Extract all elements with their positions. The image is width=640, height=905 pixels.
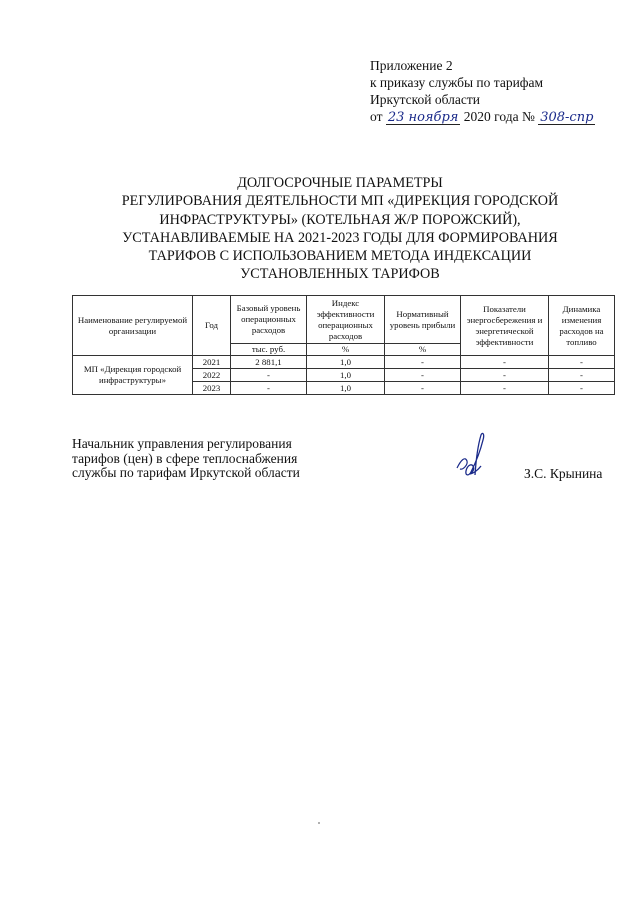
signatory-line: тарифов (цен) в сфере теплоснабжения <box>72 450 298 466</box>
cell-base-opex: 2 881,1 <box>231 356 307 369</box>
header-efficiency-index: Индекс эффективности операционных расходов <box>307 296 385 344</box>
cell-profit-level: - <box>385 356 461 369</box>
title-line: РЕГУЛИРОВАНИЯ ДЕЯТЕЛЬНОСТИ МП «ДИРЕКЦИЯ ГОРОДСКОЙ <box>121 193 559 210</box>
cell-year: 2022 <box>193 369 231 382</box>
title-line: ТАРИФОВ С ИСПОЛЬЗОВАНИЕМ МЕТОДА ИНДЕКСАЦИИ <box>148 248 532 265</box>
signatory-name: З.С. Крынина <box>524 466 603 481</box>
handwritten-signature <box>445 430 505 490</box>
annex-date-line <box>370 108 595 125</box>
unit-base-opex: тыс. руб. <box>231 344 307 356</box>
document-title <box>100 174 580 284</box>
annex-title: Приложение 2 <box>370 58 453 73</box>
title-line: УСТАНОВЛЕННЫХ ТАРИФОВ <box>240 266 440 283</box>
cell-energy-indicators: - <box>461 369 549 382</box>
handwritten-order-number: 308-спр <box>540 110 594 125</box>
date-prefix: от <box>370 109 383 124</box>
cell-profit-level: - <box>385 382 461 395</box>
cell-profit-level: - <box>385 369 461 382</box>
cell-year: 2023 <box>193 382 231 395</box>
annex-block <box>370 57 595 125</box>
cell-fuel-dynamics: - <box>549 356 615 369</box>
signatory-line: Начальник управления регулирования <box>72 436 292 451</box>
header-fuel-dynamics: Динамика изменения расходов на топливо <box>549 296 615 356</box>
cell-fuel-dynamics: - <box>549 382 615 395</box>
scan-artifact <box>318 822 320 824</box>
cell-energy-indicators: - <box>461 382 549 395</box>
cell-efficiency-index: 1,0 <box>307 356 385 369</box>
title-line: ИНФРАСТРУКТУРЫ» (КОТЕЛЬНАЯ Ж/Р ПОРОЖСКИЙ), <box>159 211 521 228</box>
header-base-opex: Базовый уровень операционных расходов <box>231 296 307 344</box>
parameters-table <box>72 295 615 395</box>
header-year: Год <box>193 296 231 356</box>
handwritten-date: 23 ноября <box>387 110 459 125</box>
cell-efficiency-index: 1,0 <box>307 382 385 395</box>
annex-region: Иркутской области <box>370 92 481 107</box>
cell-efficiency-index: 1,0 <box>307 369 385 382</box>
unit-efficiency-index: % <box>307 344 385 356</box>
annex-order-ref: к приказу службы по тарифам <box>370 75 544 90</box>
date-suffix: 2020 года № <box>463 109 535 124</box>
cell-base-opex: - <box>231 369 307 382</box>
header-energy-indicators: Показатели энергосбережения и энергетической эффективности <box>461 296 549 356</box>
header-org: Наименование регулируемой организации <box>73 296 193 356</box>
cell-energy-indicators: - <box>461 356 549 369</box>
header-profit-level: Нормативный уровень прибыли <box>385 296 461 344</box>
cell-org-name: МП «Дирекция городской инфраструктуры» <box>73 356 193 395</box>
cell-base-opex: - <box>231 382 307 395</box>
cell-fuel-dynamics: - <box>549 369 615 382</box>
signatory-position <box>72 437 300 481</box>
cell-year: 2021 <box>193 356 231 369</box>
title-line: ДОЛГОСРОЧНЫЕ ПАРАМЕТРЫ <box>237 175 443 191</box>
signatory-line: службы по тарифам Иркутской области <box>72 465 300 480</box>
unit-profit-level: % <box>385 344 461 356</box>
title-line: УСТАНАВЛИВАЕМЫЕ НА 2021-2023 ГОДЫ ДЛЯ ФОРМИРОВАНИЯ <box>122 229 558 246</box>
